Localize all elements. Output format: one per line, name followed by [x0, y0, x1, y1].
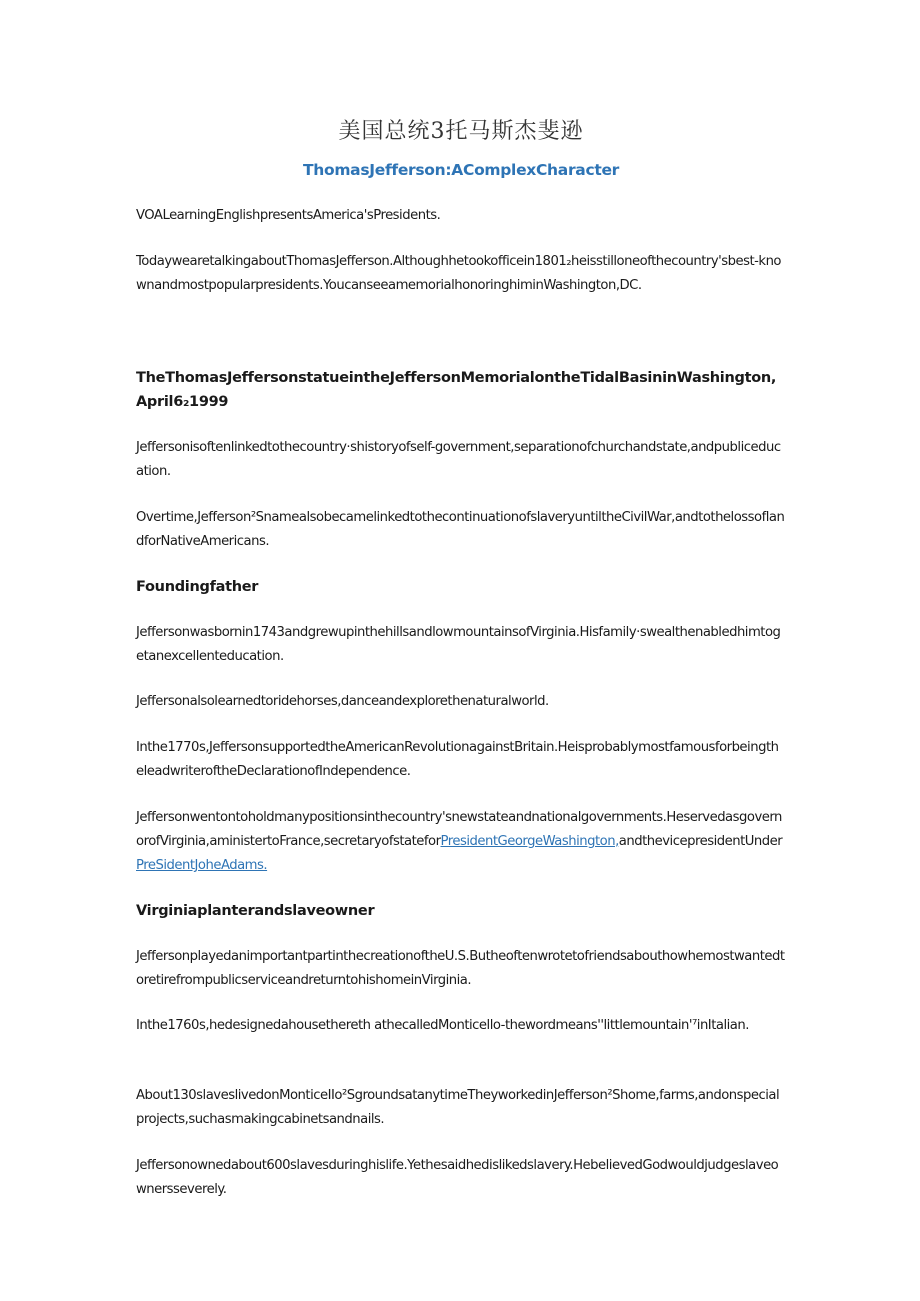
- paragraph-revolution: Inthe1770s,JeffersonsupportedtheAmericanRevolutionagainstBritain.HeisprobablymostfamousforbeingtheleadwriteroftheDeclarationofIndependence.: [136, 740, 779, 779]
- photo-caption: TheThomasJeffersonstatueintheJeffersonMemorialontheTidalBasininWashington,April6₂1999: [136, 370, 777, 410]
- paragraph-overtime: Overtime,Jefferson²SnamealsobecamelinkedtothecontinuationofslaveryuntiltheCivilWar,andtothelossoflandforNativeAmericans.: [136, 510, 785, 549]
- paragraph-linked: Jeffersonisoftenlinkedtothecountry·shistoryofself-government,separationofchurchandstate,andpubliceducation.: [136, 440, 781, 479]
- english-title: ThomasJefferson:AComplexCharacter: [302, 161, 620, 179]
- paragraph-intro: VOALearningEnglishpresentsAmerica'sPresidents.: [136, 208, 441, 223]
- link-john-adams[interactable]: PreSidentJoheAdams.: [136, 858, 268, 873]
- heading-virginia-planter: Virginiaplanterandslaveowner: [136, 903, 375, 919]
- paragraph-today: TodaywearetalkingaboutThomasJefferson.Althoughhetookofficein1801₂heisstilloneofthecountry'sbest-knownandmostpopularpresidents.YoucanseeamemorialhonoringhiminWashington,DC.: [136, 254, 781, 293]
- paragraph-born: Jeffersonwasbornin1743andgrewupinthehillsandlowmountainsofVirginia.Hisfamily·swealthenabledhimtogetanexcellenteducation.: [136, 625, 781, 664]
- link-george-washington[interactable]: PresidentGeorgeWashington,: [440, 834, 619, 849]
- paragraph-creation: JeffersonplayedanimportantpartinthecreationoftheU.S.ButheoftenwrotetofriendsabouthowhemostwantedtoretirefrompublicserviceandreturntohishomeinVirginia.: [136, 949, 785, 988]
- positions-text-a: Jeffersonwentontoholdmanypositionsinthecountry'snewstateandnationalgovernments.HeservedasgovernorofVirginia,aministertoFrance,secretaryofstatefor: [136, 810, 782, 849]
- paragraph-positions: [136, 806, 786, 878]
- chinese-title: 美国总统3托马斯杰斐逊: [338, 119, 584, 144]
- heading-founding-father: Foundingfather: [136, 579, 259, 595]
- paragraph-slaves-lived: About130slaveslivedonMonticeIIo²SgroundsatanytimeTheyworkedinJefferson²Shome,farms,andonspecialprojects,suchasmakingcabinetsandnails.: [136, 1088, 780, 1127]
- paragraph-slaves-owned: Jeffersonownedabout600slavesduringhislife.Yethesaidhedislikedslavery.HebelievedGodwouldjudgeslaveownersseverely.: [136, 1158, 779, 1197]
- paragraph-learned: Jeffersonalsolearnedtoridehorses,danceandexplorethenaturalworld.: [136, 694, 549, 709]
- positions-text-b: andthevicepresidentUnder: [618, 834, 783, 849]
- paragraph-monticello: Inthe1760s,hedesignedahousethereth athecalledMonticello-thewordmeans''littlemountain'⁷inItalian.: [136, 1018, 749, 1033]
